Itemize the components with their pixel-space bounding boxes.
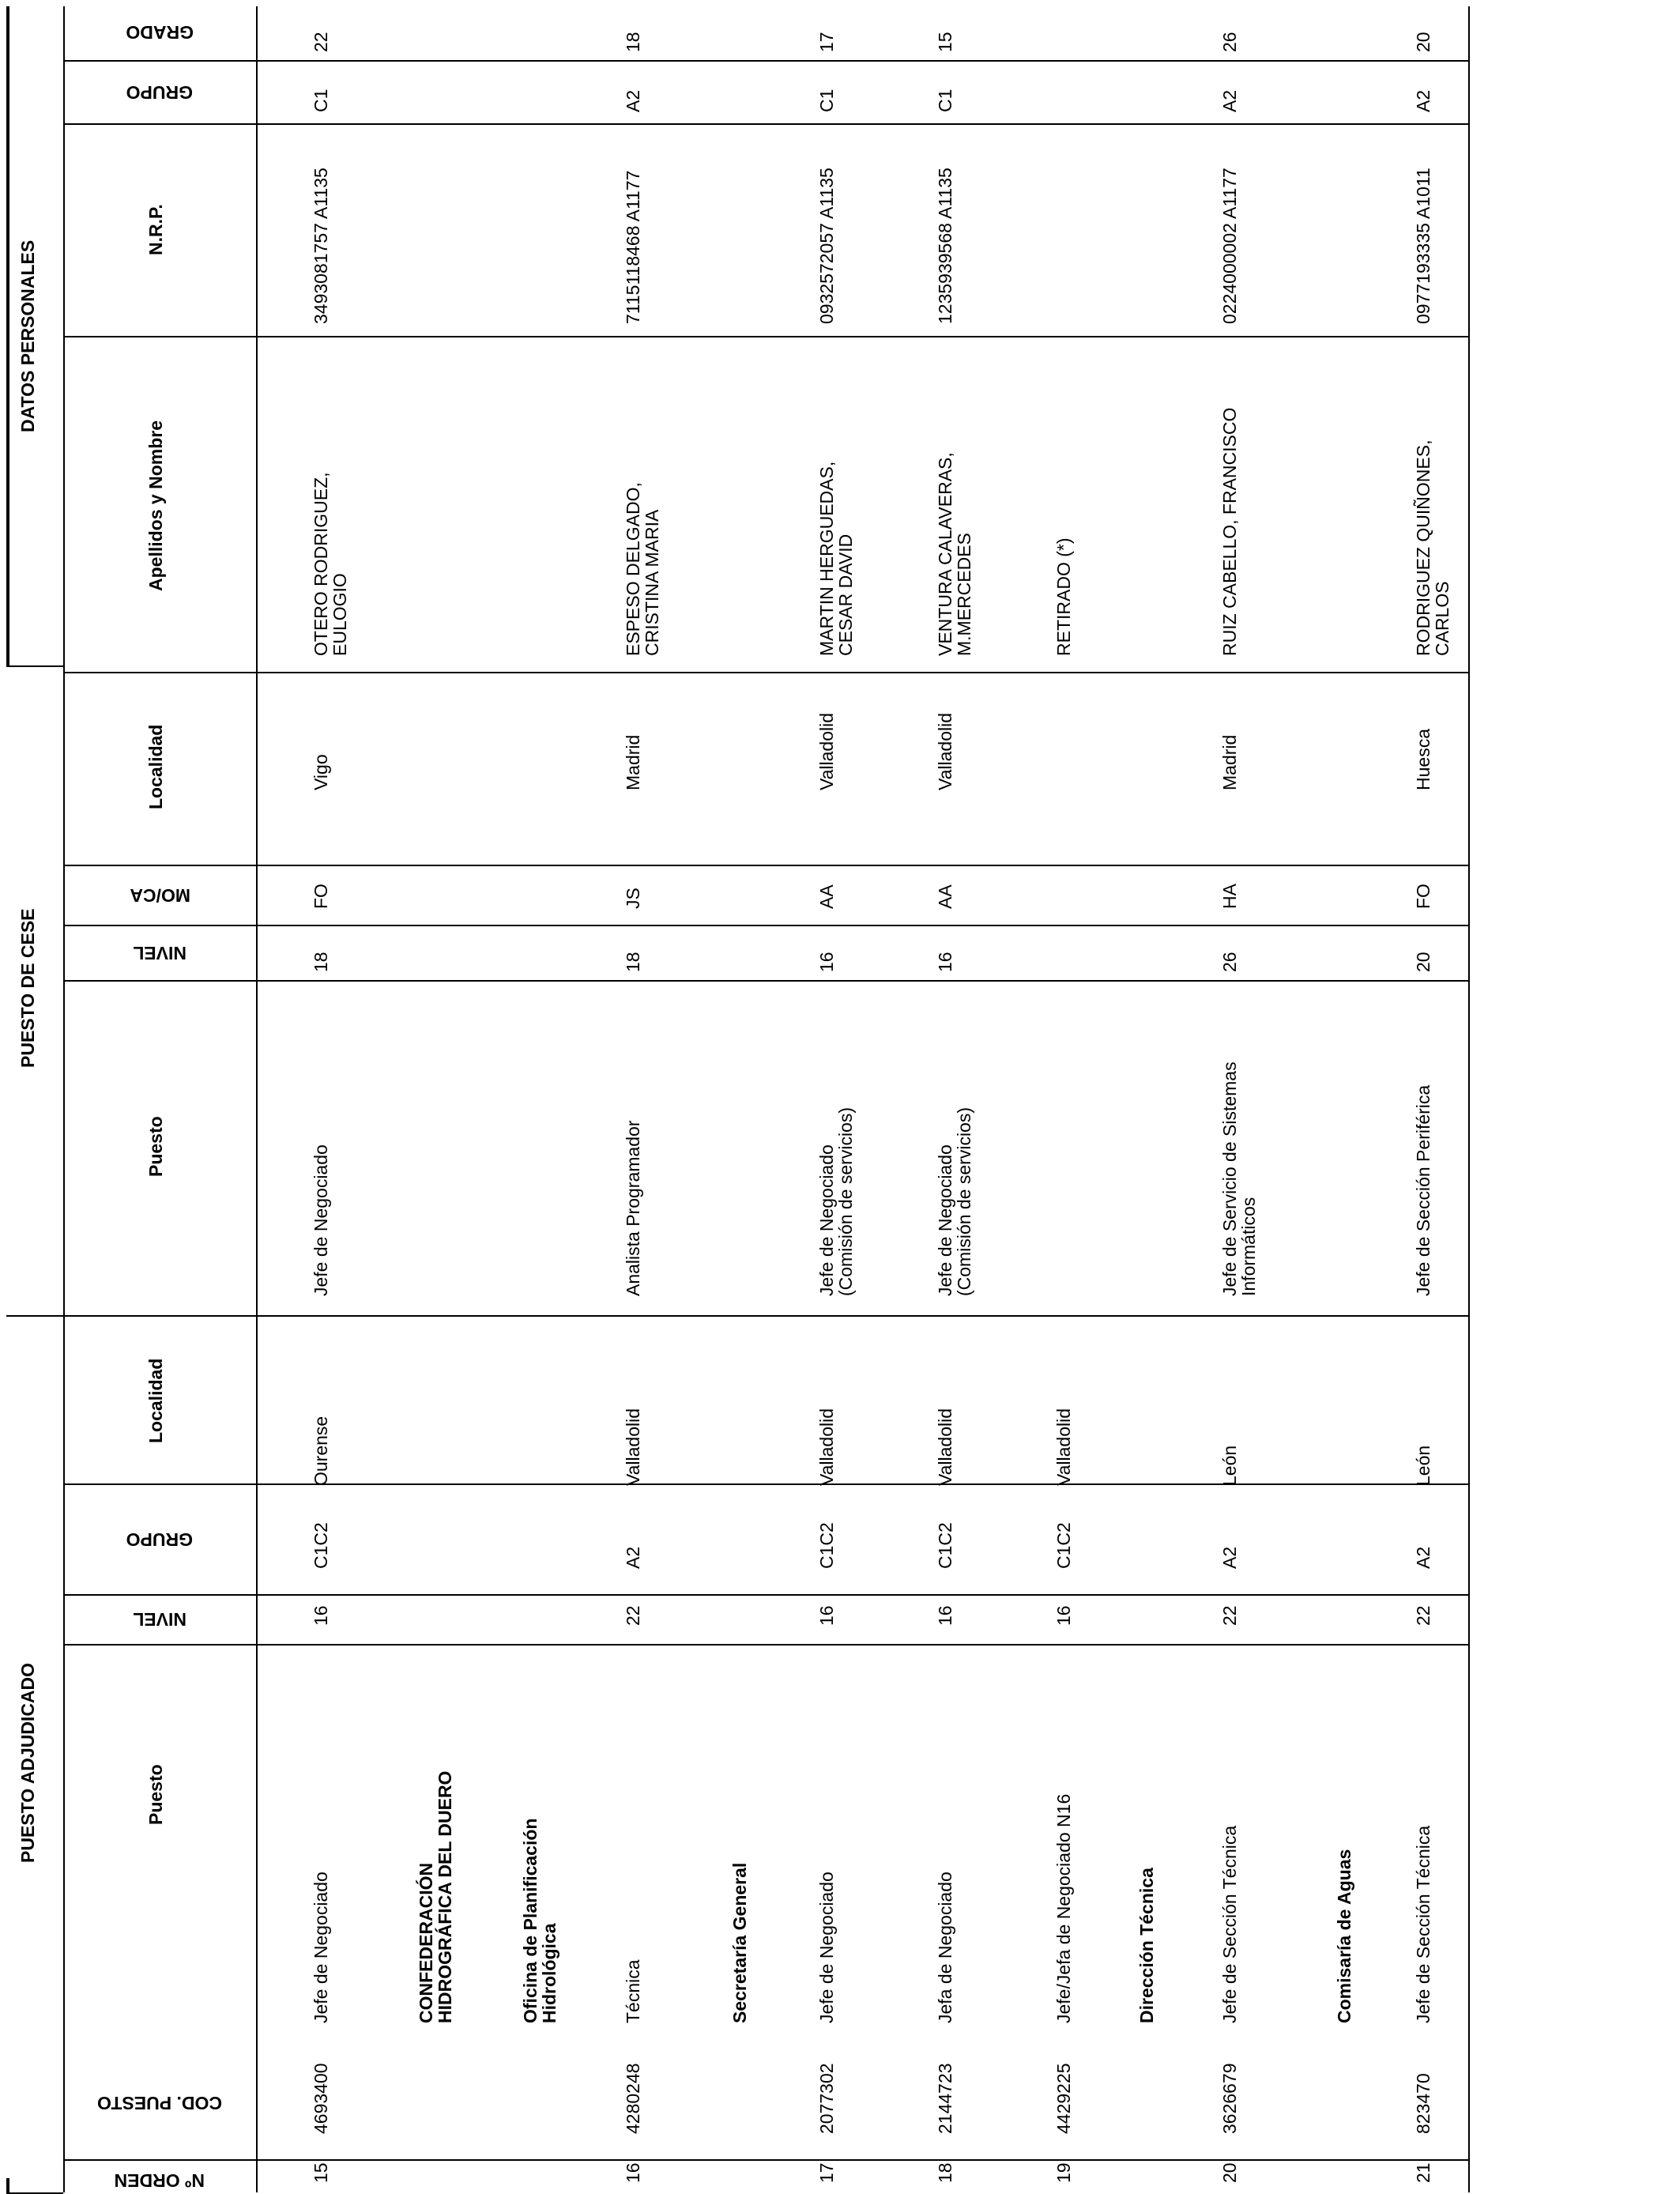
cell-orden — [1414, 2162, 1433, 2183]
section-split-personales — [6, 665, 63, 667]
cell-nrp-line: 1235939568 A1135 — [935, 168, 955, 324]
cell-localidad-line: Valladolid — [816, 1408, 837, 1486]
cell-orden-line: 20 — [1219, 2162, 1240, 2183]
cell-orden-line: 15 — [311, 2162, 331, 2183]
header-cese-localidad-line: Localidad — [145, 724, 166, 809]
cell-cese-nivel — [818, 952, 837, 972]
cell-puesto-line: Jefe de Negociado — [311, 1872, 331, 2023]
cell-puesto-line: Jefe de Sección Técnica — [1413, 1825, 1433, 2023]
cell-grado-line: 18 — [623, 32, 643, 52]
cell-apellidos — [624, 482, 662, 656]
cell-apellidos-line: CESAR DAVID — [835, 533, 856, 656]
header-cese-localidad — [147, 724, 166, 809]
cell-cese-nivel — [312, 952, 331, 972]
cell-cese-localidad — [818, 713, 837, 790]
column-line-10 — [63, 1644, 1470, 1646]
cell-cese-localidad-line: Huesca — [1413, 729, 1433, 790]
cell-nivel-line: 16 — [311, 1605, 331, 1626]
cell-apellidos-line: MARTIN HERGUEDAS, — [816, 461, 837, 656]
cell-localidad — [818, 1408, 837, 1486]
cell-nivel — [1055, 1605, 1074, 1626]
section-title-personales-line: DATOS PERSONALES — [17, 239, 38, 432]
column-line-1 — [63, 123, 1470, 125]
section-heading — [417, 1771, 455, 2023]
cell-localidad — [1414, 1446, 1433, 1486]
header-grado: GRADO — [126, 21, 194, 43]
cell-nrp — [624, 171, 643, 324]
cell-puesto — [1414, 1826, 1433, 2023]
cell-puesto-line: Técnica — [623, 1959, 643, 2023]
cell-moca — [818, 884, 837, 909]
cell-moca-line: JS — [623, 888, 643, 909]
header-dp-grupo: GRUPO — [126, 81, 193, 103]
cell-nivel-line: 16 — [1053, 1605, 1074, 1626]
cell-cese-localidad-line: Valladolid — [816, 712, 837, 790]
cell-cese-puesto-line: (Comisión de servicios) — [835, 1106, 856, 1296]
cell-orden — [1221, 2162, 1240, 2183]
cell-dp-grupo — [312, 89, 331, 112]
cell-grupo — [312, 1522, 331, 1569]
cell-grupo — [1414, 1547, 1433, 1569]
cell-apellidos-line: ESPESO DELGADO, — [623, 482, 643, 656]
cell-puesto — [936, 1872, 955, 2023]
header-nrp — [147, 204, 166, 255]
cell-grado — [1414, 32, 1433, 52]
cell-localidad — [624, 1408, 643, 1486]
cell-dp-grupo — [818, 89, 837, 112]
cell-grupo — [1221, 1547, 1240, 1569]
cell-nivel-line: 16 — [816, 1605, 837, 1626]
cell-nrp-line: 0224000002 A1177 — [1219, 168, 1240, 324]
column-line-4 — [63, 865, 1470, 866]
cell-dp-grupo-line: A2 — [1219, 89, 1240, 112]
cell-grado — [312, 32, 331, 52]
cell-cese-localidad-line: Madrid — [623, 734, 643, 790]
cell-puesto-line: Jefe de Negociado — [816, 1872, 837, 2023]
cell-orden — [936, 2162, 955, 2183]
left-edge — [6, 6, 9, 667]
section-heading-line: CONFEDERACIÓN — [416, 1862, 436, 2023]
header-apellidos-line: Apellidos y Nombre — [145, 420, 166, 591]
column-line-7 — [63, 1315, 1470, 1317]
cell-localidad-line: León — [1219, 1445, 1240, 1486]
header-cese-nivel: NIVEL — [133, 942, 186, 963]
section-title-personales — [19, 239, 38, 432]
header-bottom-line — [256, 6, 258, 2192]
cell-nrp-line: 3493081757 A1135 — [311, 168, 331, 324]
cell-nrp — [936, 168, 955, 324]
cell-apellidos-line: VENTURA CALAVERAS, — [935, 452, 955, 656]
cell-localidad — [1055, 1408, 1074, 1486]
header-apellidos — [147, 420, 166, 591]
cell-orden — [1055, 2162, 1074, 2183]
cell-moca-line: AA — [816, 884, 837, 909]
cell-orden-line: 18 — [935, 2162, 955, 2183]
header-cese-puesto-line: Puesto — [145, 1115, 166, 1177]
header-orden: Nº ORDEN — [114, 2169, 205, 2191]
cell-grupo — [818, 1522, 837, 1569]
cell-cese-nivel-line: 16 — [935, 952, 955, 972]
cell-cese-localidad-line: Madrid — [1219, 734, 1240, 790]
cell-cod — [1221, 2063, 1240, 2134]
cell-moca — [1414, 884, 1433, 909]
cell-dp-grupo — [936, 89, 955, 112]
cell-apellidos — [1414, 440, 1452, 656]
cell-grupo-line: C1C2 — [816, 1522, 837, 1569]
cell-nrp — [818, 168, 837, 324]
cell-cese-nivel — [1414, 952, 1433, 972]
cell-localidad-line: Valladolid — [1053, 1408, 1074, 1486]
cell-grado-line: 17 — [816, 32, 837, 52]
section-heading-line: HIDROGRÁFICA DEL DUERO — [435, 1770, 455, 2023]
header-localidad-line: Localidad — [145, 1358, 166, 1443]
cell-puesto — [1221, 1826, 1240, 2023]
header-cod: COD. PUESTO — [96, 2092, 222, 2113]
cell-moca — [936, 884, 955, 909]
column-line-5 — [63, 925, 1470, 926]
column-line-11 — [63, 2159, 1470, 2161]
cell-cod — [624, 2063, 643, 2134]
cell-cese-nivel-line: 26 — [1219, 952, 1240, 972]
cell-puesto-line: Jefe de Sección Técnica — [1219, 1825, 1240, 2023]
cell-cod — [818, 2063, 837, 2134]
cell-grado-line: 20 — [1413, 32, 1433, 52]
cell-apellidos — [1055, 538, 1074, 657]
cell-cese-puesto-line: Jefe de Negociado — [935, 1144, 955, 1296]
cell-cod-line: 4693400 — [311, 2063, 331, 2134]
section-heading — [522, 1819, 559, 2023]
section-title-cese-line: PUESTO DE CESE — [17, 908, 38, 1068]
cell-dp-grupo — [624, 90, 643, 112]
cell-orden — [818, 2162, 837, 2183]
cell-grupo-line: A2 — [1413, 1546, 1433, 1569]
cell-cese-nivel — [936, 952, 955, 972]
cell-cod-line: 823470 — [1413, 2073, 1433, 2134]
header-puesto — [147, 1764, 166, 1825]
cell-apellidos — [1221, 408, 1240, 656]
cell-grado — [936, 32, 955, 52]
cell-cese-puesto — [312, 1144, 331, 1296]
cell-cese-nivel-line: 18 — [623, 952, 643, 972]
cell-apellidos-line: RETIRADO (*) — [1053, 537, 1074, 656]
cell-nrp — [1414, 168, 1433, 324]
cell-orden-line: 21 — [1413, 2162, 1433, 2183]
cell-localidad — [1221, 1446, 1240, 1486]
cell-apellidos-line: EULOGIO — [330, 573, 350, 656]
cell-grupo-line: A2 — [1219, 1546, 1240, 1569]
section-heading-line: Oficina de Planificación — [520, 1818, 541, 2023]
cell-orden — [312, 2162, 331, 2183]
header-moca: MO/CA — [129, 884, 190, 906]
cell-moca-line: FO — [311, 884, 331, 909]
cell-dp-grupo — [1414, 90, 1433, 112]
cell-nivel — [1414, 1605, 1433, 1626]
cell-cod-line: 3626679 — [1219, 2063, 1240, 2134]
cell-cese-localidad-line: Vigo — [311, 754, 331, 790]
cell-cese-nivel-line: 20 — [1413, 952, 1433, 972]
cell-apellidos — [818, 462, 856, 656]
cell-cese-localidad — [624, 735, 643, 790]
cell-puesto — [1055, 1794, 1074, 2023]
cell-localidad-line: Valladolid — [935, 1408, 955, 1486]
cell-cese-nivel-line: 18 — [311, 952, 331, 972]
cell-cese-puesto-line: Jefe de Negociado — [311, 1144, 331, 1296]
cell-nrp-line: 0977193335 A1011 — [1413, 168, 1433, 324]
cell-orden-line: 19 — [1053, 2162, 1074, 2183]
cell-nivel — [818, 1605, 837, 1626]
cell-apellidos-line: CARLOS — [1432, 581, 1452, 656]
cell-puesto-line: Jefe/Jefa de Negociado N16 — [1053, 1793, 1074, 2023]
cell-cese-puesto-line: Informáticos — [1238, 1197, 1259, 1296]
cell-dp-grupo-line: C1 — [311, 89, 331, 112]
cell-cese-localidad — [1221, 735, 1240, 790]
section-heading-line: Secretaría General — [729, 1862, 750, 2023]
section-heading-line: Comisaría de Aguas — [1334, 1849, 1354, 2023]
cell-nivel — [312, 1605, 331, 1626]
cell-cod-line: 4280248 — [623, 2063, 643, 2134]
cell-nrp — [1221, 168, 1240, 324]
cell-nrp-line: 0932572057 A1135 — [816, 168, 837, 324]
cell-cese-puesto-line: Jefe de Negociado — [816, 1144, 837, 1296]
section-title-adjudicado — [19, 1662, 38, 1862]
header-cese-puesto — [147, 1116, 166, 1177]
header-puesto-line: Puesto — [145, 1763, 166, 1825]
cell-orden-line: 17 — [816, 2162, 837, 2183]
cell-cese-localidad — [312, 754, 331, 790]
cell-moca-line: HA — [1219, 884, 1240, 909]
cell-cese-puesto — [1221, 1061, 1259, 1296]
section-split-cese — [6, 1315, 63, 1317]
cell-cod-line: 2144723 — [935, 2063, 955, 2134]
bottom-edge-mark — [6, 2178, 9, 2194]
cell-grado — [624, 32, 643, 52]
cell-cod — [936, 2063, 955, 2134]
cell-localidad — [936, 1408, 955, 1486]
cell-apellidos-line: CRISTINA MARIA — [642, 509, 662, 656]
cell-grado-line: 26 — [1219, 32, 1240, 52]
cell-grado — [1221, 32, 1240, 52]
cell-orden — [624, 2162, 643, 2183]
cell-cese-nivel — [1221, 952, 1240, 972]
column-line-2 — [63, 336, 1470, 337]
cell-cese-puesto-line: Jefe de Servicio de Sistemas — [1219, 1061, 1240, 1296]
cell-grado-line: 22 — [311, 32, 331, 52]
section-heading — [731, 1863, 750, 2023]
cell-cese-localidad — [1414, 729, 1433, 790]
cell-localidad-line: Valladolid — [623, 1408, 643, 1486]
cell-moca — [624, 888, 643, 909]
cell-nivel-line: 22 — [623, 1605, 643, 1626]
column-line-8 — [63, 1483, 1470, 1485]
cell-nivel — [1221, 1605, 1240, 1626]
cell-grupo — [936, 1522, 955, 1569]
section-heading — [1138, 1868, 1157, 2023]
cell-moca — [312, 884, 331, 909]
cell-localidad — [312, 1416, 331, 1486]
cell-nivel — [936, 1605, 955, 1626]
cell-grupo-line: C1C2 — [935, 1522, 955, 1569]
cell-dp-grupo-line: C1 — [816, 89, 837, 112]
cell-cod-line: 2077302 — [816, 2063, 837, 2134]
cell-puesto — [818, 1872, 837, 2023]
cell-grupo — [1055, 1522, 1074, 1569]
cell-nrp-line: 7115118468 A1177 — [623, 170, 643, 324]
cell-cese-localidad — [936, 713, 955, 790]
section-heading — [1335, 1849, 1354, 2023]
cell-moca-line: FO — [1413, 884, 1433, 909]
cell-nivel-line: 22 — [1219, 1605, 1240, 1626]
cell-cese-puesto — [624, 1121, 643, 1296]
cell-cod-line: 4429225 — [1053, 2063, 1074, 2134]
cell-puesto — [624, 1959, 643, 2023]
cell-cese-puesto — [936, 1107, 974, 1296]
cell-cese-puesto-line: Analista Programador — [623, 1120, 643, 1296]
cell-apellidos-line: RODRIGUEZ QUIÑONES, — [1413, 439, 1433, 656]
header-grupo: GRUPO — [126, 1529, 193, 1550]
cell-grupo — [624, 1547, 643, 1569]
column-line-3 — [63, 672, 1470, 673]
right-edge-line — [1468, 6, 1470, 2192]
cell-grupo-line: A2 — [623, 1546, 643, 1569]
cell-nivel-line: 16 — [935, 1605, 955, 1626]
column-line-0 — [63, 60, 1470, 62]
cell-localidad-line: León — [1413, 1445, 1433, 1486]
section-heading-line: Hidrológica — [539, 1923, 559, 2023]
cell-dp-grupo-line: C1 — [935, 89, 955, 112]
cell-puesto-line: Jefa de Negociado — [935, 1872, 955, 2023]
cell-moca-line: AA — [935, 884, 955, 909]
cell-cese-nivel-line: 16 — [816, 952, 837, 972]
cell-dp-grupo-line: A2 — [623, 89, 643, 112]
section-title-adjudicado-line: PUESTO ADJUDICADO — [17, 1662, 38, 1863]
cell-nrp — [312, 168, 331, 324]
cell-cod — [312, 2063, 331, 2134]
cell-moca — [1221, 884, 1240, 909]
cell-apellidos-line: M.MERCEDES — [954, 533, 974, 656]
cell-grupo-line: C1C2 — [1053, 1522, 1074, 1569]
cell-dp-grupo — [1221, 90, 1240, 112]
header-nivel: NIVEL — [133, 1608, 186, 1630]
cell-dp-grupo-line: A2 — [1413, 89, 1433, 112]
cell-nivel — [624, 1605, 643, 1626]
cell-cese-nivel — [624, 952, 643, 972]
header-divider-line — [63, 6, 65, 2192]
cell-apellidos-line: OTERO RODRIGUEZ, — [311, 472, 331, 656]
cell-apellidos — [936, 452, 974, 656]
cell-grado-line: 15 — [935, 32, 955, 52]
cell-cese-puesto-line: Jefe de Sección Periférica — [1413, 1084, 1433, 1296]
cell-cese-puesto-line: (Comisión de servicios) — [954, 1106, 974, 1296]
cell-apellidos-line: RUIZ CABELLO, FRANCISCO — [1219, 407, 1240, 656]
section-title-cese — [19, 908, 38, 1068]
header-nrp-line: N.R.P. — [145, 203, 166, 255]
cell-nivel-line: 22 — [1413, 1605, 1433, 1626]
cell-puesto — [312, 1872, 331, 2023]
cell-cese-puesto — [1414, 1085, 1433, 1296]
cell-grupo-line: C1C2 — [311, 1522, 331, 1569]
cell-grado — [818, 32, 837, 52]
header-localidad — [147, 1358, 166, 1442]
cell-apellidos — [312, 472, 350, 656]
cell-cod — [1414, 2073, 1433, 2134]
cell-orden-line: 16 — [623, 2162, 643, 2183]
cell-localidad-line: Ourense — [311, 1416, 331, 1486]
section-heading-line: Dirección Técnica — [1136, 1868, 1157, 2023]
cell-cese-puesto — [818, 1107, 856, 1296]
cell-cese-localidad-line: Valladolid — [935, 712, 955, 790]
column-line-9 — [63, 1594, 1470, 1596]
cell-cod — [1055, 2063, 1074, 2134]
column-line-6 — [63, 980, 1470, 982]
